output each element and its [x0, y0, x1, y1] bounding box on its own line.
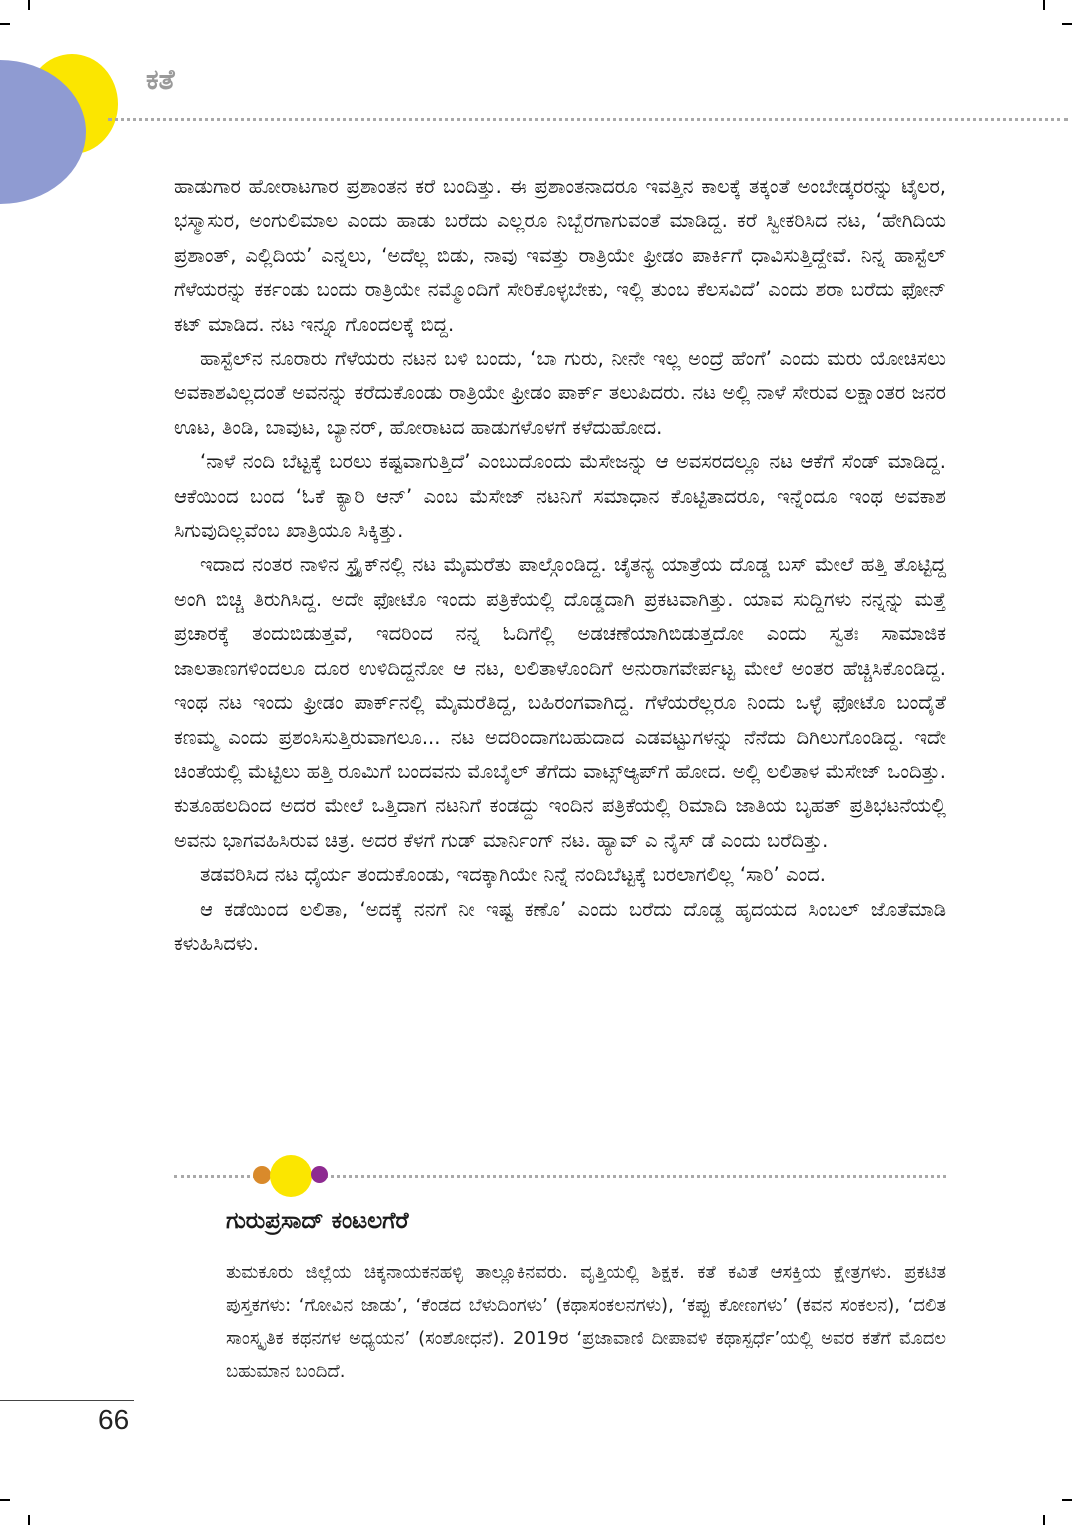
story-paragraph: ಆ ಕಡೆಯಿಂದ ಲಲಿತಾ, ‘ಅದಕ್ಕೆ ನನಗೆ ನೀ ಇಷ್ಟ ಕಣೊ’ ಎಂದು ಬರೆದು ದೊಡ್ಡ ಹೃದಯದ ಸಿಂಬಲ್ ಜೊತೆಮಾಡಿ ಕಳುಹಿಸಿದಳು.	[174, 897, 946, 955]
crop-mark	[1043, 1515, 1045, 1525]
crop-mark	[0, 23, 10, 25]
page-number: 66	[98, 1404, 130, 1435]
story-paragraph: ‘ನಾಳೆ ನಂದಿ ಬೆಟ್ಟಕ್ಕೆ ಬರಲು ಕಷ್ಟವಾಗುತ್ತಿದೆ’ ಎಂಬುದೊಂದು ಮೆಸೇಜನ್ನು ಆ ಅವಸರದಲ್ಲೂ ನಟ ಆಕೆಗೆ ಸೆಂಡ್ ಮಾಡಿದ್ದ. ಆಕೆಯಿಂದ ಬಂದ ‘ಓಕೆ ಕ್ಯಾರಿ ಆನ್’ ಎಂಬ ಮೆಸೇಜ್ ನಟನಿಗೆ ಸಮಾಧಾನ ಕೊಟ್ಟಿತಾದರೂ, ಇನ್ನೆಂದೂ ಇಂಥ ಅವಕಾಶ ಸಿಗುವುದಿಲ್ಲವೆಂಬ ಖಾತ್ರಿಯೂ ಸಿಕ್ಕಿತ್ತು.	[174, 450, 946, 543]
crop-mark	[1062, 1499, 1072, 1501]
crop-mark	[1062, 23, 1072, 25]
story-paragraph: ಹಾಸ್ಟೆಲ್‌ನ ನೂರಾರು ಗೆಳೆಯರು ನಟನ ಬಳಿ ಬಂದು, ‘ಬಾ ಗುರು, ನೀನೇ ಇಲ್ಲ ಅಂದ್ರೆ ಹೆಂಗೆ’ ಎಂದು ಮರು ಯೋಚಿಸಲು ಅವಕಾಶವಿಲ್ಲದಂತೆ ಅವನನ್ನು ಕರೆದುಕೊಂಡು ರಾತ್ರಿಯೇ ಫ್ರೀಡಂ ಪಾರ್ಕ್ ತಲುಪಿದರು. ನಟ ಅಲ್ಲಿ ನಾಳೆ ಸೇರುವ ಲಕ್ಷಾಂತರ ಜನರ ಊಟ, ತಿಂಡಿ, ಬಾವುಟ, ಬ್ಯಾನರ್, ಹೋರಾಟದ ಹಾಡುಗಳೊಳಗೆ ಕಳೆದುಹೋದ.	[174, 347, 946, 439]
story-body	[174, 170, 946, 961]
crop-mark	[28, 1515, 30, 1525]
purple-dot	[311, 1166, 328, 1183]
orange-dot	[253, 1166, 271, 1184]
author-bio: ತುಮಕೂರು ಜಿಲ್ಲೆಯ ಚಿಕ್ಕನಾಯಕನಹಳ್ಳಿ ತಾಲ್ಲೂಕಿನವರು. ವೃತ್ತಿಯಲ್ಲಿ ಶಿಕ್ಷಕ. ಕತೆ ಕವಿತೆ ಆಸಕ್ತಿಯ ಕ್ಷೇತ್ರಗಳು. ಪ್ರಕಟಿತ ಪುಸ್ತಕಗಳು: ‘ಗೋವಿನ ಜಾಡು’, ‘ಕೆಂಡದ ಬೆಳುದಿಂಗಳು’ (ಕಥಾಸಂಕಲನಗಳು), ‘ಕಪ್ಪು ಕೋಣಗಳು’ (ಕವನ ಸಂಕಲನ), ‘ದಲಿತ ಸಾಂಸ್ಕೃತಿಕ ಕಥನಗಳ ಅಧ್ಯಯನ’ (ಸಂಶೋಧನೆ). 2019ರ ‘ಪ್ರಜಾವಾಣಿ ದೀಪಾವಳಿ ಕಥಾಸ್ಪರ್ಧೆ’ಯಲ್ಲಿ ಅವರ ಕತೆಗೆ ಮೊದಲ ಬಹುಮಾನ ಬಂದಿದೆ.	[226, 1262, 946, 1382]
story-paragraph: ಇದಾದ ನಂತರ ನಾಳಿನ ಸ್ಟ್ರೈಕ್‌ನಲ್ಲಿ ನಟ ಮೈಮರೆತು ಪಾಲ್ಗೊಂಡಿದ್ದ. ಚೈತನ್ಯ ಯಾತ್ರೆಯ ದೊಡ್ಡ ಬಸ್ ಮೇಲೆ ಹತ್ತಿ ತೊಟ್ಟಿದ್ದ ಅಂಗಿ ಬಿಚ್ಚಿ ತಿರುಗಿಸಿದ್ದ. ಅದೇ ಫೋಟೊ ಇಂದು ಪತ್ರಿಕೆಯಲ್ಲಿ ದೊಡ್ಡದಾಗಿ ಪ್ರಕಟವಾಗಿತ್ತು. ಯಾವ ಸುದ್ದಿಗಳು ನನ್ನನ್ನು ಮತ್ತೆ ಪ್ರಚಾರಕ್ಕೆ ತಂದುಬಿಡುತ್ತವೆ, ಇದರಿಂದ ನನ್ನ ಓದಿಗೆಲ್ಲಿ ಅಡಚಣೆಯಾಗಿಬಿಡುತ್ತದೋ ಎಂದು ಸ್ವತಃ ಸಾಮಾಜಿಕ ಜಾಲತಾಣಗಳಿಂದಲೂ ದೂರ ಉಳಿದಿದ್ದನೋ ಆ ನಟ, ಲಲಿತಾಳೊಂದಿಗೆ ಅನುರಾಗವೇರ್ಪಟ್ಟ ಮೇಲೆ ಅಂತರ ಹೆಚ್ಚಿಸಿಕೊಂಡಿದ್ದ. ಇಂಥ ನಟ ಇಂದು ಫ್ರೀಡಂ ಪಾರ್ಕ್‌ನಲ್ಲಿ ಮೈಮರೆತಿದ್ದ, ಬಹಿರಂಗವಾಗಿದ್ದ. ಗೆಳೆಯರೆಲ್ಲರೂ ನಿಂದು ಒಳ್ಳೆ ಫೋಟೊ ಬಂದೈತೆ ಕಣಮ್ಮ ಎಂದು ಪ್ರಶಂಸಿಸುತ್ತಿರುವಾಗಲೂ... ನಟ ಅದರಿಂದಾಗಬಹುದಾದ ಎಡವಟ್ಟುಗಳನ್ನು ನೆನೆದು ದಿಗಿಲುಗೊಂಡಿದ್ದ. ಇದೇ ಚಿಂತೆಯಲ್ಲಿ ಮೆಟ್ಟಿಲು ಹತ್ತಿ ರೂಮಿಗೆ ಬಂದವನು ಮೊಬೈಲ್ ತೆಗೆದು ವಾಟ್ಸ್‌ಆ್ಯಪ್‌ಗೆ ಹೋದ. ಅಲ್ಲಿ ಲಲಿತಾಳ ಮೆಸೇಜ್ ಒಂದಿತ್ತು. ಕುತೂಹಲದಿಂದ ಅದರ ಮೇಲೆ ಒತ್ತಿದಾಗ ನಟನಿಗೆ ಕಂಡದ್ದು ಇಂದಿನ ಪತ್ರಿಕೆಯಲ್ಲಿ ರಿಮಾದಿ ಜಾತಿಯ ಬೃಹತ್ ಪ್ರತಿಭಟನೆಯಲ್ಲಿ ಅವನು ಭಾಗವಹಿಸಿರುವ ಚಿತ್ರ. ಅದರ ಕೆಳಗೆ ಗುಡ್ ಮಾರ್ನಿಂಗ್ ನಟ. ಹ್ಯಾವ್ ಎ ನೈಸ್ ಡೆ ಎಂದು ಬರೆದಿತ್ತು.	[174, 553, 946, 852]
section-title: ಕತೆ	[146, 63, 175, 96]
crop-mark	[1043, 0, 1045, 10]
yellow-dot	[270, 1155, 312, 1197]
crop-mark	[0, 1499, 10, 1501]
header-dotted-divider	[108, 118, 1068, 121]
page-number-rule	[0, 1400, 134, 1401]
story-paragraph: ಹಾಡುಗಾರ ಹೋರಾಟಗಾರ ಪ್ರಶಾಂತನ ಕರೆ ಬಂದಿತ್ತು. ಈ ಪ್ರಶಾಂತನಾದರೂ ಇವತ್ತಿನ ಕಾಲಕ್ಕೆ ತಕ್ಕಂತೆ ಅಂಬೇಡ್ಕರರನ್ನು ಟೈಲರ, ಭಸ್ಮಾಸುರ, ಅಂಗುಲಿಮಾಲ ಎಂದು ಹಾಡು ಬರೆದು ಎಲ್ಲರೂ ನಿಬ್ಬೆರಗಾಗುವಂತೆ ಮಾಡಿದ್ದ. ಕರೆ ಸ್ವೀಕರಿಸಿದ ನಟ, ‘ಹೇಗಿದಿಯ ಪ್ರಶಾಂತ್, ಎಲ್ಲಿದಿಯ’ ಎನ್ನಲು, ‘ಅದೆಲ್ಲ ಬಿಡು, ನಾವು ಇವತ್ತು ರಾತ್ರಿಯೇ ಫ್ರೀಡಂ ಪಾರ್ಕಿಗೆ ಧಾವಿಸುತ್ತಿದ್ದೇವೆ. ನಿನ್ನ ಹಾಸ್ಟೆಲ್ ಗೆಳೆಯರನ್ನು ಕರ್ಕಂಡು ಬಂದು ರಾತ್ರಿಯೇ ನಮ್ಮೊಂದಿಗೆ ಸೇರಿಕೊಳ್ಳಬೇಕು, ಇಲ್ಲಿ ತುಂಬ ಕೆಲಸವಿದೆ’ ಎಂದು ಶರಾ ಬರೆದು ಫೋನ್ ಕಟ್ ಮಾಡಿದ. ನಟ ಇನ್ನೂ ಗೊಂದಲಕ್ಕೆ ಬಿದ್ದ.	[174, 175, 946, 336]
crop-mark	[28, 0, 30, 10]
story-paragraph: ತಡವರಿಸಿದ ನಟ ಧೈರ್ಯ ತಂದುಕೊಂಡು, ಇದಕ್ಕಾಗಿಯೇ ನಿನ್ನೆ ನಂದಿಬೆಟ್ಟಕ್ಕೆ ಬರಲಾಗಲಿಲ್ಲ ‘ಸಾರಿ’ ಎಂದ.	[200, 863, 826, 887]
author-name: ಗುರುಪ್ರಸಾದ್ ಕಂಟಲಗೆರೆ	[226, 1208, 409, 1234]
